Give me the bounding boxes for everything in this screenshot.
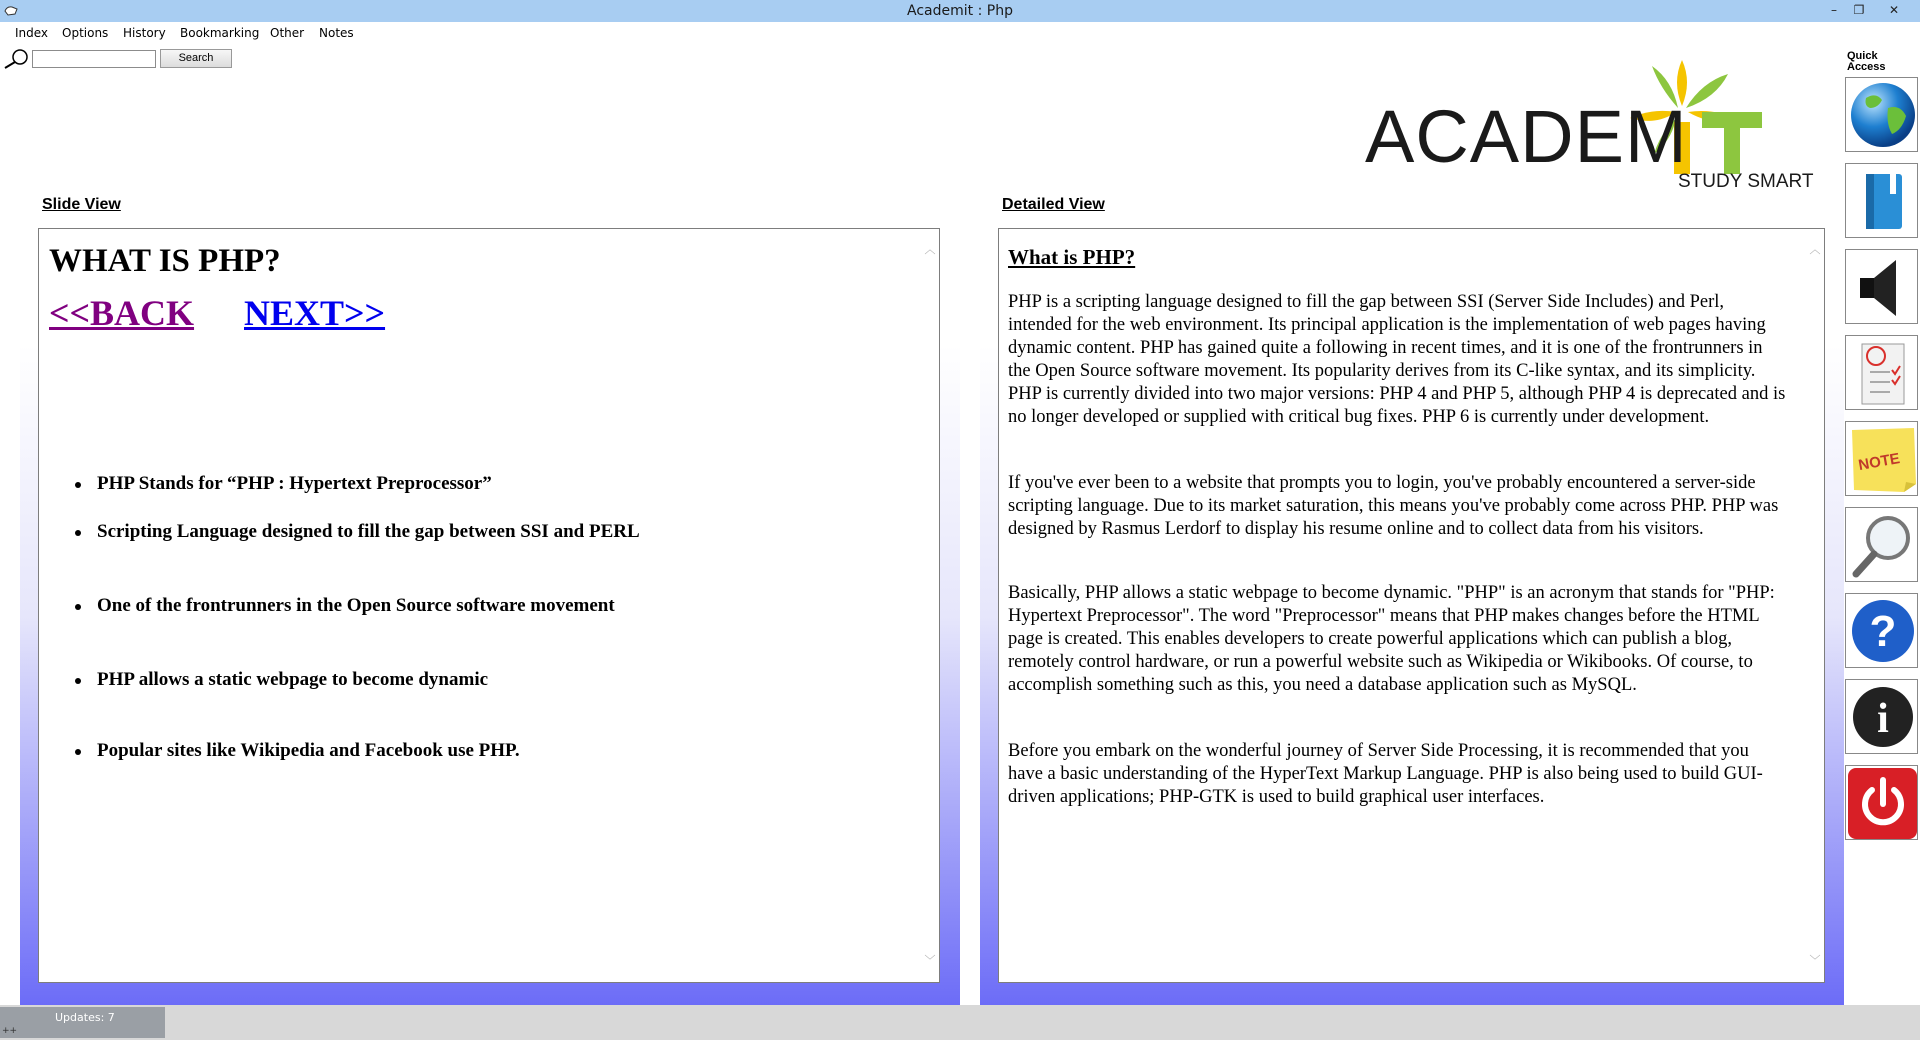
menu-bookmarking[interactable]: Bookmarking <box>180 26 260 40</box>
slide-bullet: PHP allows a static webpage to become dynamic <box>97 669 489 690</box>
updates-count: Updates: 7 <box>55 1011 115 1024</box>
quick-access-audio-button[interactable] <box>1845 249 1918 324</box>
status-bar <box>0 1005 1920 1040</box>
quick-access-title <box>1847 51 1886 73</box>
menu-notes[interactable]: Notes <box>319 26 354 40</box>
book-icon <box>1846 164 1919 239</box>
detail-scroll-down[interactable]: ﹀ <box>1809 954 1821 967</box>
close-button[interactable]: ✕ <box>1888 3 1900 17</box>
search-button[interactable]: Search <box>160 49 232 68</box>
detailed-view-label: Detailed View <box>1002 196 1105 213</box>
menu-bar <box>0 23 1800 45</box>
note-icon-text: NOTE <box>1857 450 1902 475</box>
slide-bullet: PHP Stands for “PHP : Hypertext Preprocessor” <box>97 473 492 494</box>
back-link[interactable]: <<BACK <box>49 293 195 333</box>
menu-other[interactable]: Other <box>270 26 305 40</box>
slide-bullet: Popular sites like Wikipedia and Facebook use PHP. <box>97 740 520 761</box>
quick-access-globe-button[interactable] <box>1845 77 1918 152</box>
speaker-icon <box>1846 250 1919 325</box>
detail-paragraph: Basically, PHP allows a static webpage to become dynamic. "PHP" is an acronym that stands for "PHP: Hypertext Preprocessor". The word "Preprocessor" means that PHP makes changes before the HTML page is created. This enables developers to create powerful applications which can publish a blog, remotely control hardware, or run a powerful website such as Wikipedia or Wikibooks. Of course, to accomplish something such as this, you need a database application such as MySQL. <box>1008 583 1775 695</box>
restore-button[interactable]: ❐ <box>1853 3 1865 17</box>
search-icon <box>3 48 31 70</box>
help-icon <box>1846 594 1919 669</box>
slide-scroll-down[interactable]: ﹀ <box>924 954 936 967</box>
menu-history[interactable]: History <box>123 26 166 40</box>
academit-logo <box>1360 52 1825 197</box>
quick-access-book-button[interactable] <box>1845 163 1918 238</box>
detail-heading: What is PHP? <box>1008 245 1136 269</box>
slide-view-panel[interactable] <box>38 228 940 983</box>
info-icon-text: i <box>1877 696 1889 742</box>
slide-scroll-up[interactable]: ︿ <box>924 243 936 256</box>
title-bar <box>0 0 1920 22</box>
slide-title: WHAT IS PHP? <box>49 243 281 279</box>
search-input[interactable] <box>32 50 156 68</box>
detail-paragraph: PHP is a scripting language designed to fill the gap between SSI (Server Side Includes) and Perl, intended for the web environment. Its principal application is the implementation of web pages having dynamic content. PHP has gained quite a following in recent times, and it is one of the frontrunners in the Open Source software movement. Its popularity derives from its C-like syntax, and its simplicity. PHP is currently divided into two major versions: PHP 4 and PHP 5, although PHP 4 is deprecated and is no longer developed or supplied with critical bug fixes. PHP 6 is currently under development. <box>1008 292 1786 427</box>
globe-icon <box>1846 78 1919 153</box>
info-icon <box>1846 680 1919 755</box>
resize-grip[interactable]: ++ <box>2 1026 18 1036</box>
detail-scroll-up[interactable]: ︿ <box>1809 243 1821 256</box>
menu-options[interactable]: Options <box>62 26 109 40</box>
detail-paragraph: If you've ever been to a website that prompts you to login, you've probably encountered a server-side scripting language. Due to its market saturation, this means you've probably come across PHP. PHP was designed by Rasmus Lerdorf to display his resume online and to collect data from his visitors. <box>1008 473 1779 539</box>
next-link[interactable]: NEXT>> <box>244 293 386 333</box>
detail-paragraph: Before you embark on the wonderful journey of Server Side Processing, it is recommended that you have a basic understanding of the HyperText Markup Language. PHP is also being used to build GUI-driven applications; PHP-GTK is used to build graphical user interfaces. <box>1008 741 1763 807</box>
slide-bullet: Scripting Language designed to fill the gap between SSI and PERL <box>97 521 640 542</box>
quick-access-info-button[interactable] <box>1845 679 1918 754</box>
minimize-button[interactable]: – <box>1831 3 1837 17</box>
logo-tagline: STUDY SMART <box>1678 171 1814 192</box>
grade-checklist-icon <box>1846 336 1919 411</box>
quick-access-search-button[interactable] <box>1845 507 1918 582</box>
slide-view-label: Slide View <box>42 196 121 213</box>
detailed-view-panel[interactable] <box>998 228 1825 983</box>
menu-index[interactable]: Index <box>15 26 49 40</box>
quick-access-exit-button[interactable] <box>1845 765 1918 840</box>
window-title: Academit : Php <box>907 3 1013 19</box>
quick-access-help-button[interactable] <box>1845 593 1918 668</box>
slide-bullet: One of the frontrunners in the Open Source software movement <box>97 595 615 616</box>
note-icon <box>1846 422 1919 497</box>
quick-access-grades-button[interactable] <box>1845 335 1918 410</box>
logo-brand: ACADEM <box>1365 95 1688 178</box>
quick-access-note-button[interactable] <box>1845 421 1918 496</box>
help-icon-text: ? <box>1869 607 1897 656</box>
quick-access-title-line2: Access <box>1847 61 1886 73</box>
magnifier-icon <box>1846 508 1919 583</box>
power-icon <box>1846 766 1919 841</box>
quick-access-title-line1: Quick <box>1847 50 1878 62</box>
